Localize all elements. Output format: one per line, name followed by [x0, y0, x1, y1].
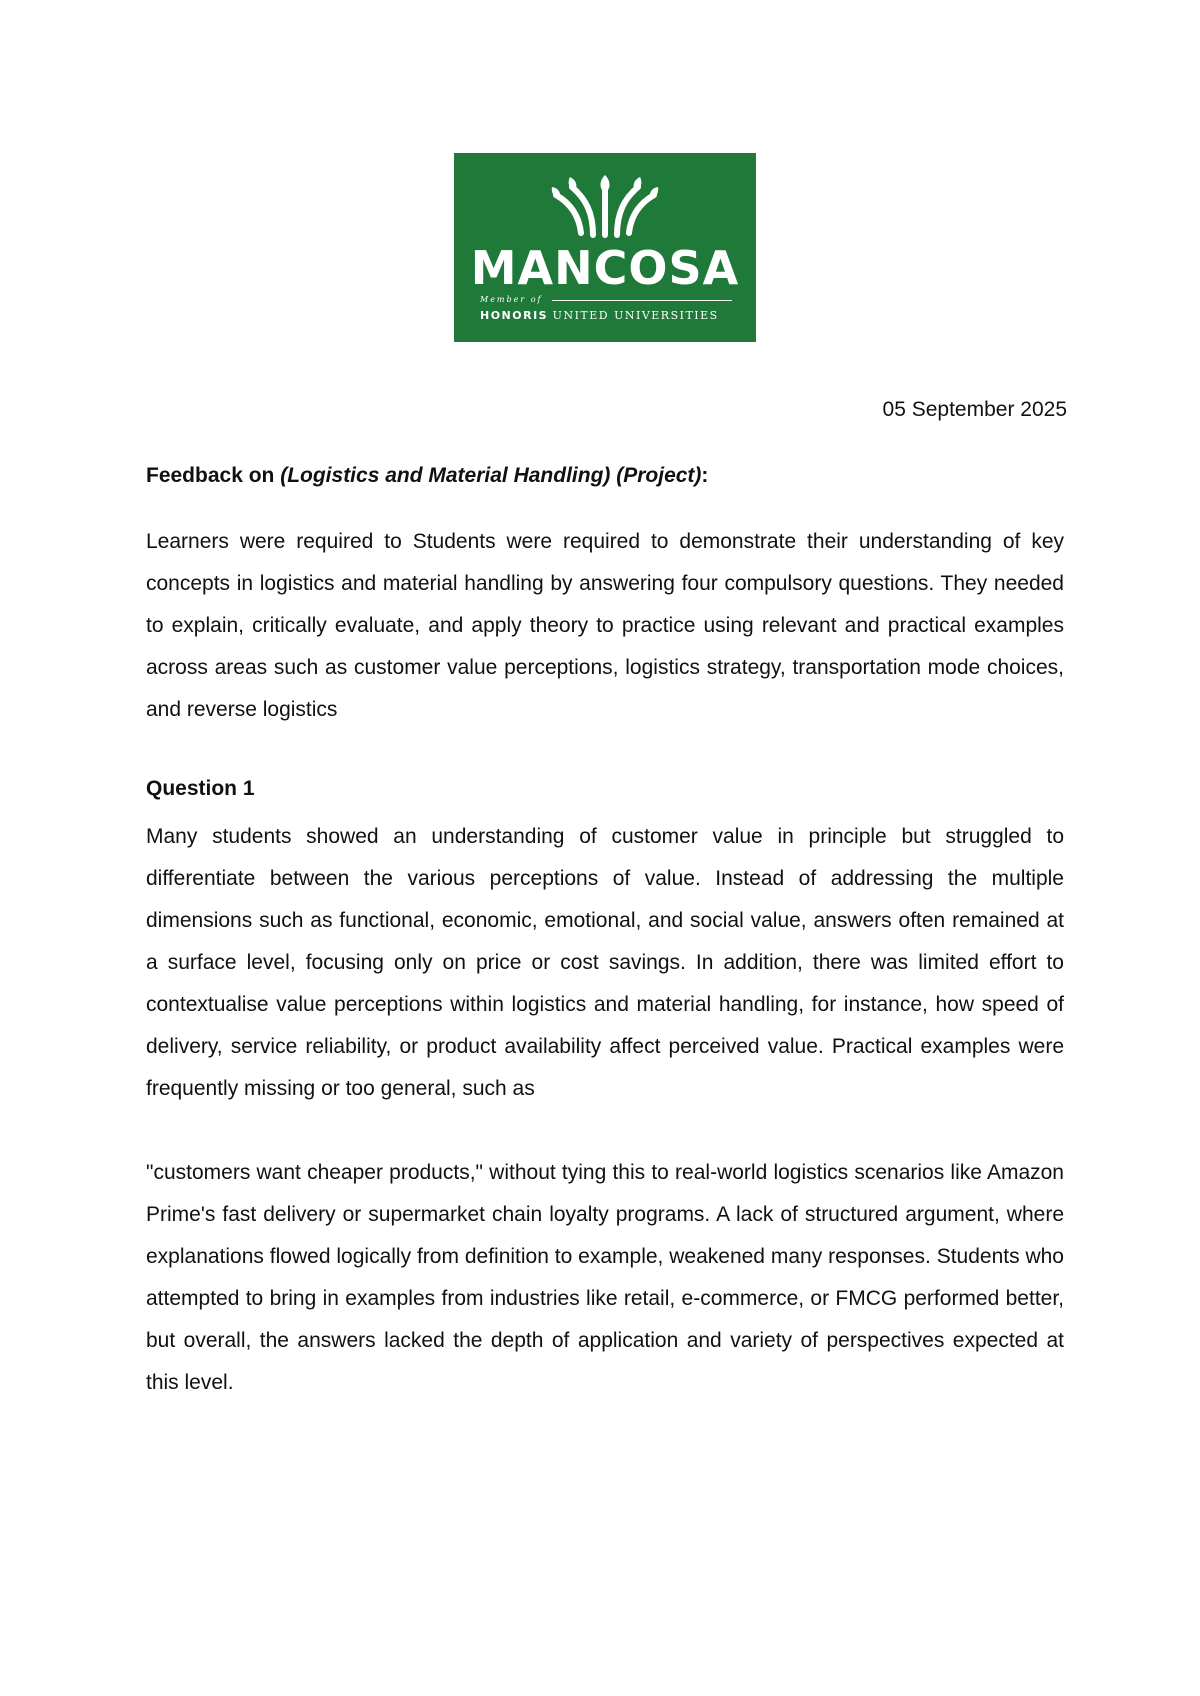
mancosa-logo [454, 153, 756, 342]
logo-network-rest: UNITED UNIVERSITIES [552, 309, 719, 322]
heading-suffix: : [701, 464, 709, 487]
heading-module: (Logistics and Material Handling) (Project) [280, 464, 702, 487]
logo-divider [552, 300, 732, 301]
feedback-heading [146, 462, 708, 490]
logo-network-bold: HONORIS [480, 309, 549, 322]
question-1-title: Question 1 [146, 777, 255, 800]
question-1-paragraph-b: "customers want cheaper products," without tying this to real-world logistics scenarios like Amazon Prime's fast delivery or supermarket chain loyalty programs. A lack of structured argument, where explanations flowed logically from definition to example, weakened many responses. Students who attempted to bring in examples from industries like retail, e-commerce, or FMCG performed better, but overall, the answers lacked the depth of application and variety of perspectives expected at this level. [146, 1161, 1064, 1394]
logo-wordmark: MANCOSA [470, 241, 740, 295]
heading-prefix: Feedback on [146, 464, 281, 487]
logo-member-of: Member of [480, 295, 543, 304]
leaf-emblem-icon [454, 153, 756, 243]
intro-paragraph: Learners were required to Students were required to demonstrate their understanding of key concepts in logistics and material handling by answering four compulsory questions. They needed to explain, critically evaluate, and apply theory to practice using relevant and practical examples across areas such as customer value perceptions, logistics strategy, transportation mode choices, and reverse logistics [146, 530, 1064, 721]
document-date: 05 September 2025 [882, 398, 1067, 421]
question-1-paragraph-a: Many students showed an understanding of customer value in principle but struggled to differentiate between the various perceptions of value. Instead of addressing the multiple dimensions such as functional, economic, emotional, and social value, answers often remained at a surface level, focusing only on price or cost savings. In addition, there was limited effort to contextualise value perceptions within logistics and material handling, for instance, how speed of delivery, service reliability, or product availability affect perceived value. Practical examples were frequently missing or too general, such as [146, 825, 1064, 1100]
logo-network [480, 309, 719, 322]
